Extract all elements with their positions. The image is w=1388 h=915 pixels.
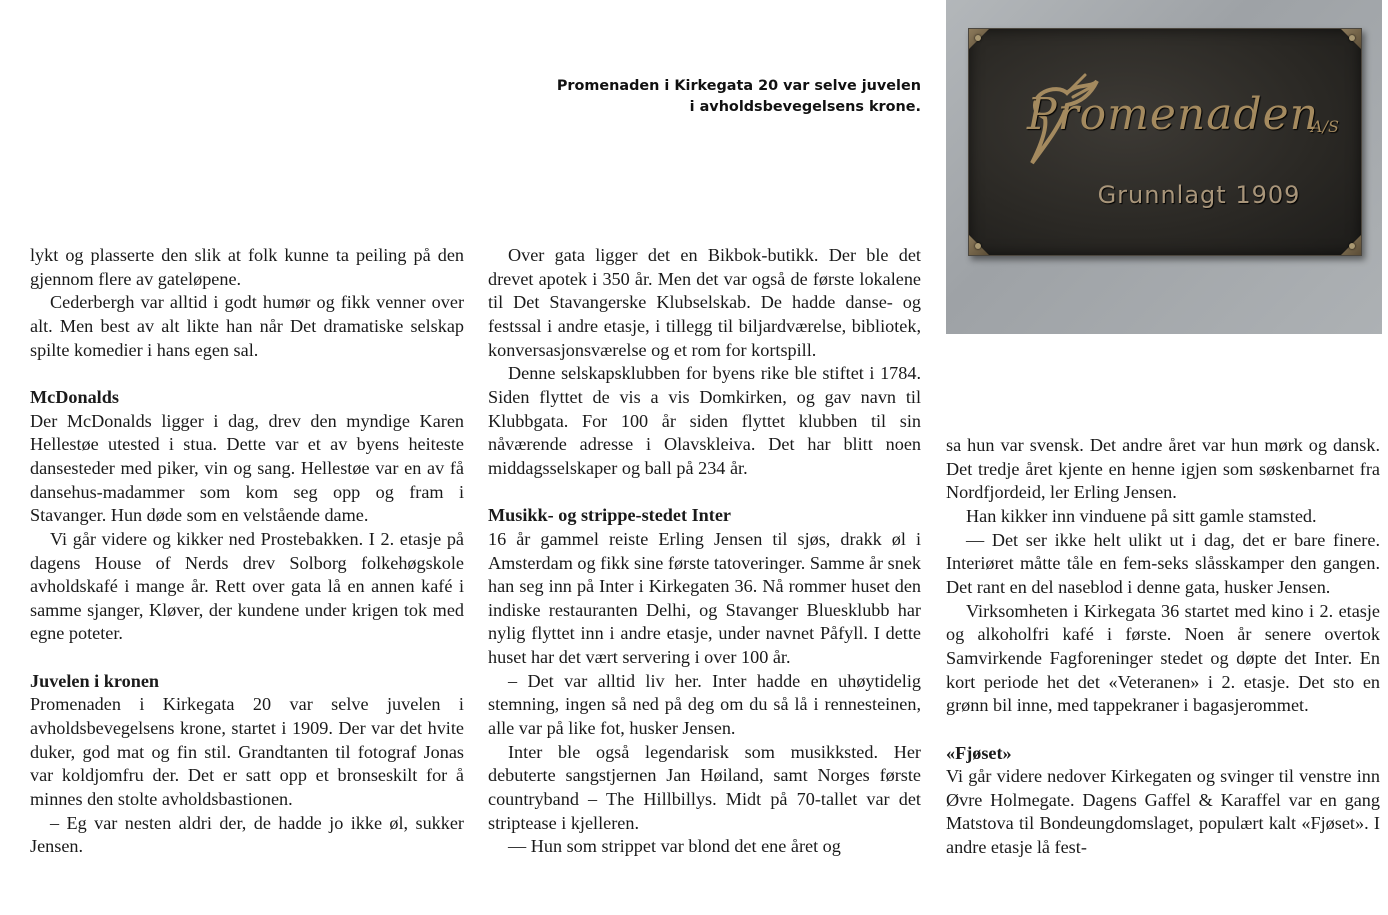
section-heading: Musikk- og strippe-stedet Inter bbox=[488, 505, 731, 526]
paragraph: Over gata ligger det en Bikbok-butikk. Der ble det drevet apotek i 350 år. Men det var også de første lokalene til Det Stavangerske Klubselskab. De hadde danse- og festssal i andre etasje, i tillegg til biljardværelse, bibliotek, konversasjonsværelse og et rom for kortspill. bbox=[488, 245, 921, 360]
paragraph: Denne selskapsklubben for byens rike ble stiftet i 1784. Siden flyttet de vis a vis Domkirken, og gav navn til Klubbgata. For 100 år siden flyttet klubben til sin nåværende adresse i Olavskleiva. Det har blitt noen middagsselskaper og ball på 234 år. bbox=[488, 363, 921, 478]
paragraph: Han kikker inn vinduene på sitt gamle stamsted. bbox=[966, 505, 1317, 526]
plaque-screw bbox=[975, 35, 981, 41]
paragraph: Promenaden i Kirkegata 20 var selve juvelen i avholdsbevegelsens krone, startet i 1909. Der var det hvite duker, god mat og fin stil. Grandtanten til fotograf Jonas var koldjomfru der. Det er satt opp et bronseskilt for å minnes den stolte avholdsbastionen. bbox=[30, 694, 464, 810]
photo-caption bbox=[501, 76, 921, 118]
plaque-name-text: Promenaden bbox=[1027, 89, 1320, 140]
paragraph: lykt og plasserte den slik at folk kunne ta peiling på den gjennom flere av gateløpene. bbox=[30, 245, 464, 289]
paragraph: Cederbergh var alltid i godt humør og fikk venner over alt. Men best av alt likte han når Det dramatiske selskap spilte komedier i hans egen sal. bbox=[30, 292, 464, 360]
paragraph: 16 år gammel reiste Erling Jensen til sjøs, drakk øl i Amsterdam og fikk sine første tatoveringer. Samme år snek han seg inn på Inter i Kirkegaten 36. Nå rommer huset den indiske restauranten Delhi, og Stavanger Bluesklubb har nylig flyttet inn i andre etasje, under navnet Påfyll. I dette huset har det vært servering i over 100 år. bbox=[488, 528, 921, 668]
paragraph: — Det ser ikke helt ulikt ut i dag, det er bare finere. Interiøret måtte tåle en fem-seks slåsskamper den gangen. Det rant en del naseblod i denne gata, husker Jensen. bbox=[946, 529, 1380, 597]
paragraph: Vi går videre og kikker ned Prostebakken. I 2. etasje på dagens House of Nerds drev Solborg folkehøgskole avholdskafé i mange år. Rett over gata lå en annen kafé i samme sjanger, Kløver, der kundene under krigen tok med egne poteter. bbox=[30, 528, 464, 644]
plaque-screw bbox=[1349, 243, 1355, 249]
caption-line-2: i avholdsbevegelsens krone. bbox=[689, 99, 921, 115]
section-heading: «Fjøset» bbox=[946, 742, 1012, 763]
caption-line-1: Promenaden i Kirkegata 20 var selve juvelen bbox=[556, 78, 921, 94]
plaque-suffix-text: A/S bbox=[1311, 117, 1339, 136]
paragraph: Vi går videre nedover Kirkegaten og svinger til venstre inn Øvre Holmegate. Dagens Gaffel & Karaffel var en gang Matstova til Bondeungdomslaget, populært kalt «Fjøset». I andre etasje lå fest- bbox=[946, 766, 1380, 858]
paragraph: — Hun som strippet var blond det ene året og bbox=[508, 836, 841, 857]
plaque-photo bbox=[946, 0, 1382, 334]
plaque-founded-text: Grunnlagt 1909 bbox=[1097, 181, 1301, 209]
section-heading: Juvelen i kronen bbox=[30, 670, 160, 691]
plaque-screw bbox=[975, 243, 981, 249]
paragraph: Inter ble også legendarisk som musikksted. Her debuterte sangstjernen Jan Høiland, samt Norges første countryband – The Hillbillys. Midt på 70-tallet var det striptease i kjelleren. bbox=[488, 741, 921, 833]
bronze-plaque bbox=[968, 28, 1362, 256]
text-column-2 bbox=[488, 244, 921, 859]
paragraph: – Det var alltid liv her. Inter hadde en uhøytidelig stemning, ingen så ned på deg om du så lå i rennesteinen, alle var på like fot, husker Jensen. bbox=[488, 670, 921, 739]
paragraph: – Eg var nesten aldri der, de hadde jo ikke øl, sukker Jensen. bbox=[30, 812, 464, 857]
paragraph: Virksomheten i Kirkegata 36 startet med kino i 2. etasje og alkoholfri kafé i første. Noen år senere overtok Samvirkende Fagforeninger stedet og døpte det Inter. En kort periode het det «Veteranen» i 2. etasje. Det sto en grønn bil inne, med tappekraner i bagasjerommet. bbox=[946, 600, 1380, 716]
text-column-3 bbox=[946, 434, 1380, 860]
plaque-screw bbox=[1349, 35, 1355, 41]
text-column-1 bbox=[30, 244, 464, 859]
section-heading: McDonalds bbox=[30, 386, 119, 407]
paragraph: sa hun var svensk. Det andre året var hun mørk og dansk. Det tredje året kjente en henne igjen som søskenbarnet fra Nordfjordeid, ler Erling Jensen. bbox=[946, 435, 1380, 503]
paragraph: Der McDonalds ligger i dag, drev den myndige Karen Hellestøe utested i stua. Dette var et av byens heiteste dansesteder med piker, vin og sang. Hellestøe var en av få dansehus-madammer som kom seg opp og fram i Stavanger. Hun døde som en velstående dame. bbox=[30, 410, 464, 526]
